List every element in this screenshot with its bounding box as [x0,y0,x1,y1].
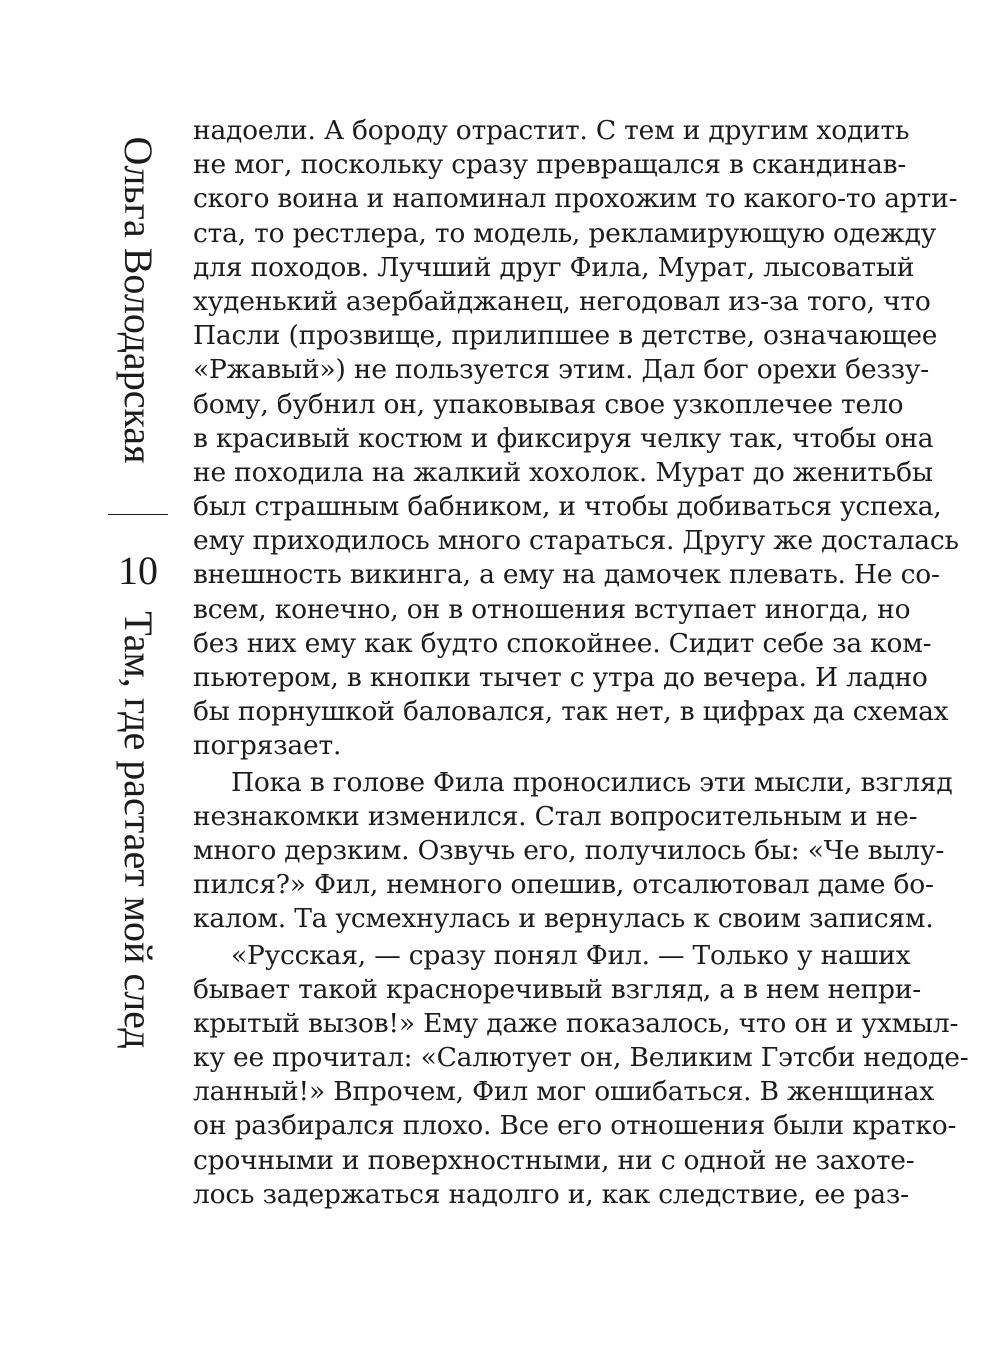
folio-divider [108,514,168,515]
text-line: крытый вызов!» Ему даже показалось, что он и ухмыл- [193,1007,959,1039]
text-line: ста, то рестлера, то модель, рекламирующую одежду [193,217,937,249]
text-line: ского воина и напоминал прохожим то какого-то арти- [193,183,958,215]
text-line: «Русская, — сразу понял Фил. — Только у наших [231,939,911,971]
paragraph [193,766,953,937]
text-line: незнакомки изменился. Стал вопросительным и не- [193,800,918,832]
text-line: без них ему как будто спокойнее. Сидит себе за ком- [193,627,932,659]
running-head-book-title: Там, где растает мой след [116,611,161,1049]
text-line: он разбирался плохо. Все его отношения были кратко- [193,1110,957,1142]
text-line: ему приходилось много стараться. Другу же досталась [193,525,959,557]
text-line: Пасли (прозвище, прилипшее в детстве, означающее [193,320,938,352]
text-line: ку ее прочитал: «Салютует он, Великим Гэтсби недоде- [193,1042,969,1074]
text-line: не походила на жалкий хохолок. Мурат до женитьбы [193,456,933,488]
text-line: надоели. А бороду отрастит. С тем и другим ходить [193,115,910,146]
text-line: бому, бубнил он, упаковывая свое узкоплечее тело [193,388,904,420]
text-line: всем, конечно, он в отношения вступает иногда, но [193,593,911,625]
body-text [193,114,969,1212]
text-line: калом. Та усмехнулась и вернулась к своим записям. [193,903,934,935]
text-line: «Ржавый») не пользуется этим. Дал бог орехи беззу- [193,354,930,386]
text-line: срочными и поверхностными, ни с одной не захоте- [193,1144,915,1176]
text-line: внешность викинга, а ему на дамочек плевать. Не со- [193,559,940,591]
text-line: пьютером, в кнопки тычет с утра до вечера. И ладно [193,662,928,693]
text-line: много дерзким. Озвучь его, получилось бы: «Че вылу- [193,834,945,866]
text-line: не мог, поскольку сразу превращался в скандинав- [193,149,907,181]
text-line: пился?» Фил, немного опешив, отсалютовал даме бо- [193,869,934,901]
text-line: в красивый костюм и фиксируя челку так, чтобы она [193,422,934,454]
text-line: бывает такой красноречивый взгляд, а в нем непри- [193,973,922,1005]
page-number: 10 [118,548,158,593]
text-line: погрязает. [193,730,342,762]
paragraph [193,114,959,764]
text-line: бы порнушкой баловался, так нет, в цифрах да схемах [193,696,949,728]
text-line: для походов. Лучший друг Фила, Мурат, лысоватый [193,251,915,283]
text-line: лось задержаться надолго и, как следствие, ее раз- [193,1178,909,1210]
paragraph [193,939,969,1213]
text-line: ланный!» Впрочем, Фил мог ошибаться. В женщинах [193,1076,934,1108]
running-head-author: Ольга Володарская [116,136,161,464]
text-line: был страшным бабником, и чтобы добиваться успеха, [193,491,942,523]
text-line: худенький азербайджанец, негодовал из-за того, что [193,285,931,317]
text-line: Пока в голове Фила проносились эти мысли, взгляд [231,766,953,798]
